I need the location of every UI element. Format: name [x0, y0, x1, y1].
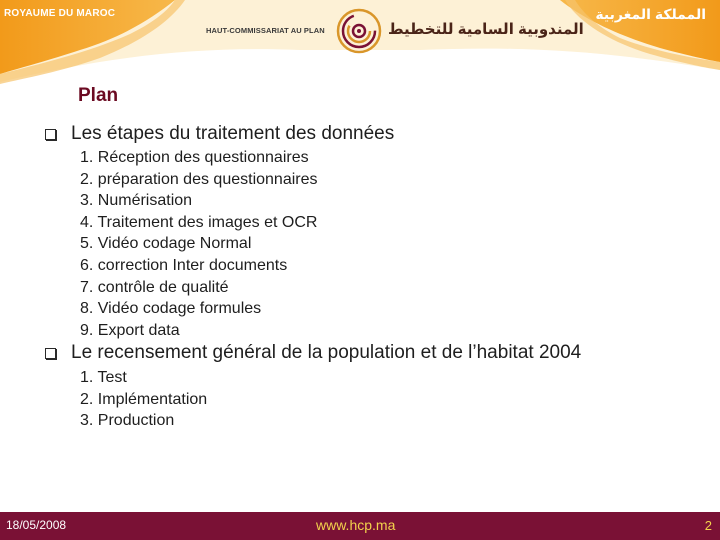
steps-list — [80, 147, 318, 341]
kingdom-label-fr: ROYAUME DU MAROC — [4, 8, 116, 19]
kingdom-label-ar: المملكة المغربية — [595, 6, 706, 22]
list-item: 2. Implémentation — [80, 390, 208, 408]
list-item: 9. Export data — [80, 321, 180, 339]
hcp-logo-icon — [336, 8, 382, 54]
checkbox-bullet-icon — [45, 129, 56, 140]
census-phases-list — [80, 367, 207, 432]
slide-title: Plan — [78, 85, 119, 106]
list-item: 8. Vidéo codage formules — [80, 300, 262, 318]
footer-date: 18/05/2008 — [6, 518, 67, 532]
list-item: 1. Réception des questionnaires — [80, 149, 309, 166]
checkbox-bullet-icon — [45, 348, 56, 359]
footer-bar — [0, 512, 720, 540]
list-item: 5. Vidéo codage Normal — [80, 235, 252, 253]
section-heading-text: Le recensement général de la population et de l’habitat 2004 — [71, 342, 582, 363]
footer-website-link[interactable]: www.hcp.ma — [316, 517, 396, 533]
list-item: 3. Production — [80, 412, 175, 430]
list-item: 4. Traitement des images et OCR — [80, 213, 318, 231]
org-name-fr: HAUT-COMMISSARIAT AU PLAN — [206, 26, 325, 35]
header-banner — [0, 0, 720, 86]
list-item: 2. préparation des questionnaires — [80, 170, 318, 188]
page-number: 2 — [704, 518, 712, 533]
section-heading-etapes — [45, 123, 394, 145]
list-item: 3. Numérisation — [80, 192, 193, 210]
list-item: 1. Test — [80, 369, 127, 386]
section-heading-text: Les étapes du traitement des données — [71, 123, 395, 144]
list-item: 6. correction Inter documents — [80, 256, 288, 274]
list-item: 7. contrôle de qualité — [80, 278, 229, 296]
org-name-ar: المندوبية السامية للتخطيط — [388, 21, 584, 38]
section-heading-recensement — [45, 342, 581, 364]
